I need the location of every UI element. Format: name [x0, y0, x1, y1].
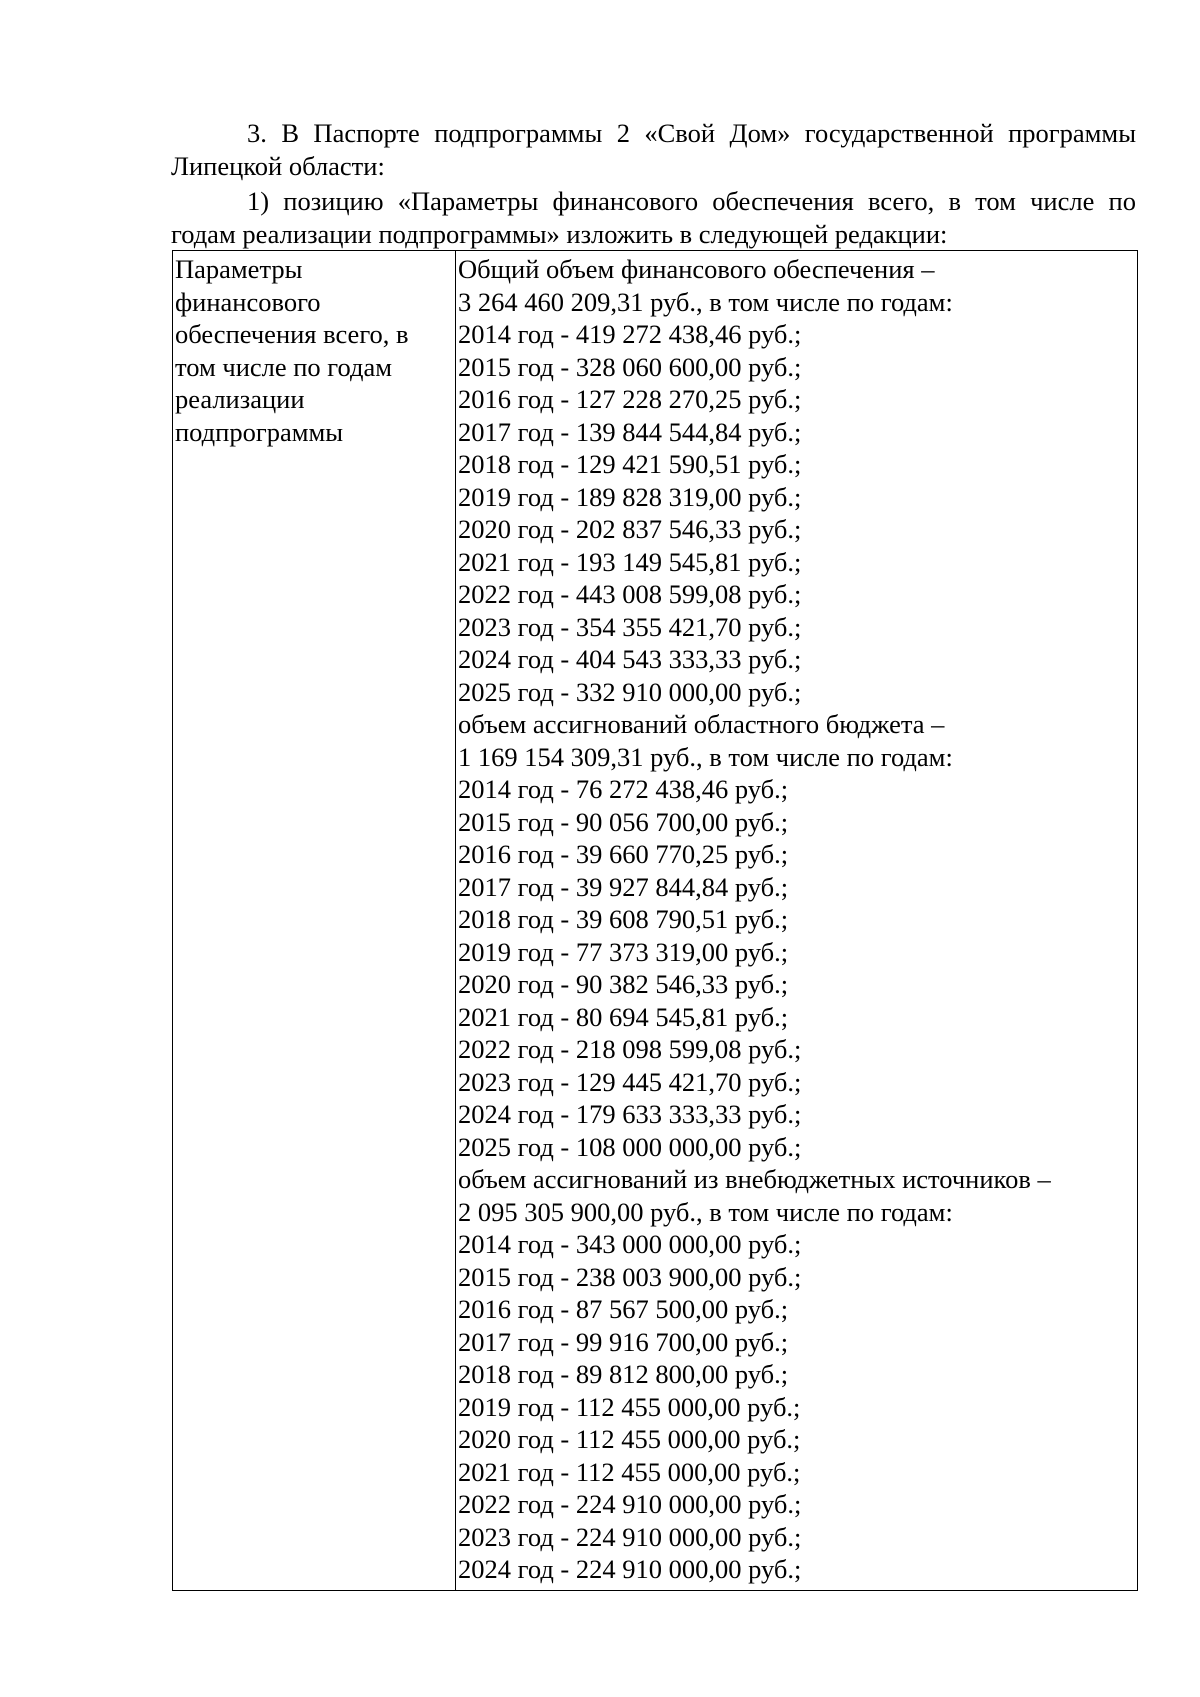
parameter-label-line: обеспечения всего, в [175, 319, 409, 349]
financing-line: 2024 год - 224 910 000,00 руб.; [458, 1554, 802, 1584]
financing-line: 2019 год - 189 828 319,00 руб.; [458, 481, 802, 512]
financing-line: 2018 год - 129 421 590,51 руб.; [458, 449, 802, 479]
financing-line: 2021 год - 80 694 545,81 руб.; [458, 1001, 789, 1032]
financing-line: 2023 год - 224 910 000,00 руб.; [458, 1521, 802, 1552]
financing-line: 2015 год - 328 060 600,00 руб.; [458, 351, 802, 382]
intro-paragraph-position: 1) позицию «Параметры финансового обеспечения всего, в том числе по годам реализации подпрограммы» изложить в следующей редакции: [171, 186, 1136, 249]
financing-line: 2015 год - 238 003 900,00 руб.; [458, 1261, 802, 1292]
financing-line: 2016 год - 87 567 500,00 руб.; [458, 1294, 789, 1324]
financing-line: 2016 год - 39 660 770,25 руб.; [458, 839, 789, 869]
financing-line: 2015 год - 90 056 700,00 руб.; [458, 806, 789, 837]
financing-line: 1 169 154 309,31 руб., в том числе по годам: [458, 741, 953, 772]
financing-line: 2025 год - 332 910 000,00 руб.; [458, 676, 802, 707]
table-row [173, 251, 1138, 1591]
financing-line: объем ассигнований областного бюджета – [458, 709, 945, 739]
financing-line: 2014 год - 419 272 438,46 руб.; [458, 319, 802, 349]
financing-line: 2019 год - 77 373 319,00 руб.; [458, 936, 789, 967]
financing-line: 2022 год - 218 098 599,08 руб.; [458, 1034, 802, 1064]
financing-line: 2022 год - 443 008 599,08 руб.; [458, 579, 802, 609]
passport-financing-table [172, 250, 1138, 1591]
financing-line: 2014 год - 76 272 438,46 руб.; [458, 774, 789, 804]
financing-line: 2014 год - 343 000 000,00 руб.; [458, 1229, 802, 1259]
financing-line: 2020 год - 112 455 000,00 руб.; [458, 1424, 801, 1454]
parameter-label-line: Параметры [175, 254, 303, 284]
parameter-label-line: реализации [175, 384, 305, 414]
financing-line: 2018 год - 39 608 790,51 руб.; [458, 904, 789, 934]
financing-line: 2018 год - 89 812 800,00 руб.; [458, 1359, 789, 1389]
parameter-label-cell [173, 251, 456, 1591]
financing-line: 2020 год - 202 837 546,33 руб.; [458, 514, 802, 544]
financing-line: 2023 год - 129 445 421,70 руб.; [458, 1066, 802, 1097]
parameter-value-cell [456, 251, 1138, 1591]
parameter-value-list [456, 251, 1137, 1586]
intro-paragraph-passport: 3. В Паспорте подпрограммы 2 «Свой Дом» государственной программы Липецкой области: [171, 118, 1136, 181]
financing-line: 2 095 305 900,00 руб., в том числе по годам: [458, 1196, 953, 1227]
parameter-label [173, 251, 455, 448]
financing-line: 2024 год - 404 543 333,33 руб.; [458, 644, 802, 674]
financing-line: 2025 год - 108 000 000,00 руб.; [458, 1131, 802, 1162]
parameter-label-line: финансового [175, 286, 321, 317]
financing-line: объем ассигнований из внебюджетных источников – [458, 1164, 1051, 1194]
parameter-label-line: подпрограммы [175, 416, 344, 447]
financing-line: 2021 год - 112 455 000,00 руб.; [458, 1456, 801, 1487]
financing-line: 2017 год - 39 927 844,84 руб.; [458, 871, 789, 902]
financing-line: 2019 год - 112 455 000,00 руб.; [458, 1391, 801, 1422]
financing-line: 2017 год - 139 844 544,84 руб.; [458, 416, 802, 447]
financing-line: 3 264 460 209,31 руб., в том числе по годам: [458, 286, 953, 317]
financing-line: 2024 год - 179 633 333,33 руб.; [458, 1099, 802, 1129]
financing-line: 2020 год - 90 382 546,33 руб.; [458, 969, 789, 999]
financing-line: Общий объем финансового обеспечения – [458, 254, 935, 284]
financing-line: 2017 год - 99 916 700,00 руб.; [458, 1326, 789, 1357]
financing-line: 2022 год - 224 910 000,00 руб.; [458, 1489, 802, 1519]
financing-line: 2023 год - 354 355 421,70 руб.; [458, 611, 802, 642]
parameter-label-line: том числе по годам [175, 351, 393, 382]
financing-line: 2021 год - 193 149 545,81 руб.; [458, 546, 802, 577]
financing-line: 2016 год - 127 228 270,25 руб.; [458, 384, 802, 414]
